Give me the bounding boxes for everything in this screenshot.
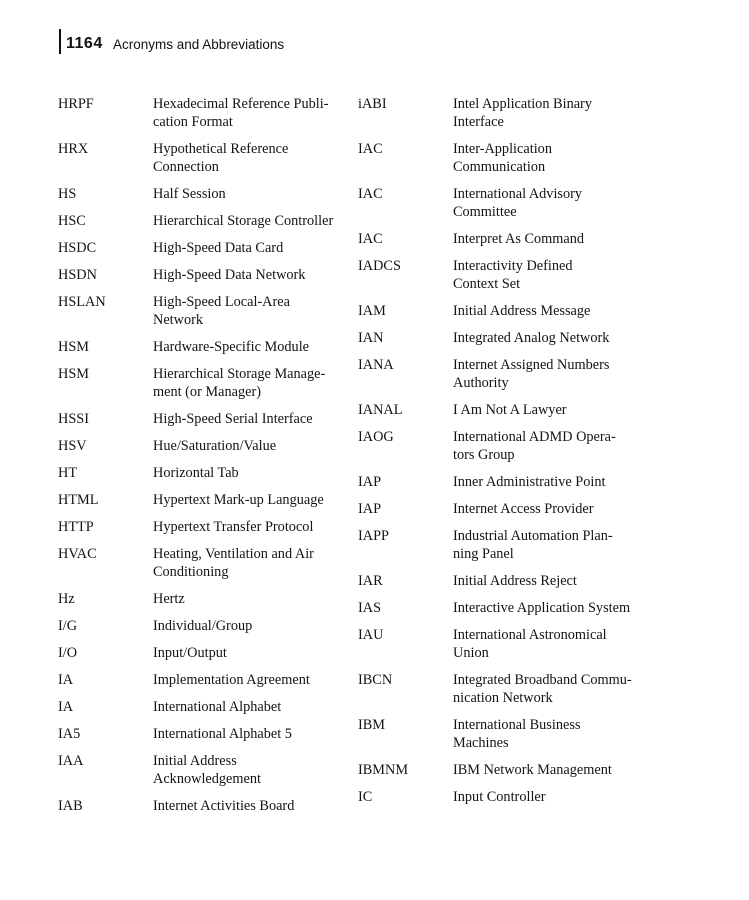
acronym-expansion: International Business Machines: [453, 717, 581, 751]
acronym-expansion: Hertz: [153, 591, 185, 607]
acronym-expansion: Hypothetical Reference Connection: [153, 141, 289, 175]
acronym: HSLAN: [58, 294, 106, 310]
acronym-expansion: Hardware-Specific Module: [153, 339, 310, 355]
running-title: Acronyms and Abbreviations: [113, 37, 285, 52]
acronym: IAP: [358, 501, 382, 517]
glossary-entry: [58, 437, 358, 455]
acronym-expansion: Industrial Automation Plan- ning Panel: [453, 528, 613, 562]
glossary-entry: [358, 527, 658, 563]
acronym: IA5: [58, 726, 81, 742]
acronym-expansion: Hypertext Transfer Protocol: [153, 519, 314, 535]
acronym: HRX: [58, 141, 89, 157]
acronym-expansion: IBM Network Management: [453, 762, 612, 778]
acronym-expansion: Initial Address Reject: [453, 573, 577, 589]
glossary-entry: [358, 329, 658, 347]
acronym: HRPF: [58, 96, 94, 112]
glossary-entry: [358, 95, 658, 131]
glossary-entry: [358, 572, 658, 590]
glossary-entry: [58, 491, 358, 509]
glossary-entry: [358, 302, 658, 320]
acronym-expansion: International Astronomical Union: [453, 627, 607, 661]
glossary-entry: [58, 644, 358, 662]
glossary-entry: [58, 365, 358, 401]
acronym: IBMNM: [358, 762, 409, 778]
acronym: HVAC: [58, 546, 97, 562]
acronym: iABI: [358, 96, 387, 112]
acronym: IAS: [358, 600, 382, 616]
acronym: IC: [358, 789, 373, 805]
acronym-expansion: International Advisory Committee: [453, 186, 583, 220]
acronym-expansion: Hierarchical Storage Manage- ment (or Manager): [153, 366, 326, 400]
acronym-expansion: High-Speed Serial Interface: [153, 411, 313, 427]
acronym: HSDC: [58, 240, 97, 256]
acronym-expansion: Internet Access Provider: [453, 501, 594, 517]
acronym-expansion: International Alphabet 5: [153, 726, 292, 742]
acronym-expansion: Inner Administrative Point: [453, 474, 606, 490]
acronym: I/O: [58, 645, 78, 661]
glossary-entry: [358, 428, 658, 464]
glossary-entry: [58, 518, 358, 536]
acronym-expansion: Internet Assigned Numbers Authority: [453, 357, 610, 391]
acronym-expansion: Horizontal Tab: [153, 465, 239, 481]
acronym-expansion: Hue/Saturation/Value: [153, 438, 277, 454]
acronym-expansion: Internet Activities Board: [153, 798, 295, 814]
acronym-expansion: Input Controller: [453, 789, 546, 805]
acronym: IANA: [358, 357, 394, 373]
glossary-entry: [58, 95, 358, 131]
acronym-expansion: Heating, Ventilation and Air Conditioning: [153, 546, 314, 580]
acronym-expansion: I Am Not A Lawyer: [453, 402, 567, 418]
glossary-entry: [58, 293, 358, 329]
acronym-expansion: Interpret As Command: [453, 231, 585, 247]
acronym: HS: [58, 186, 77, 202]
acronym: HSV: [58, 438, 87, 454]
acronym-expansion: Integrated Analog Network: [453, 330, 610, 346]
acronym: HSM: [58, 339, 89, 355]
acronym: IA: [58, 699, 74, 715]
acronym-expansion: High-Speed Local-Area Network: [153, 294, 290, 328]
glossary-entry: [58, 338, 358, 356]
acronym: HT: [58, 465, 78, 481]
glossary-entry: [358, 230, 658, 248]
acronym: HSDN: [58, 267, 97, 283]
acronym-expansion: Implementation Agreement: [153, 672, 310, 688]
acronym: HTML: [58, 492, 99, 508]
glossary-entry: [358, 716, 658, 752]
acronym-expansion: International ADMD Opera- tors Group: [453, 429, 616, 463]
acronym-expansion: Initial Address Message: [453, 303, 591, 319]
acronym-expansion: Interactive Application System: [453, 600, 631, 616]
glossary-entry: [358, 140, 658, 176]
glossary-entry: [58, 671, 358, 689]
glossary-entry: [58, 797, 358, 815]
glossary-entry: [58, 185, 358, 203]
glossary-entry: [358, 626, 658, 662]
acronym-expansion: Hexadecimal Reference Publi- cation Format: [153, 96, 329, 130]
acronym-expansion: Intel Application Binary Interface: [453, 96, 592, 130]
acronym: IADCS: [358, 258, 401, 274]
glossary-entry: [58, 617, 358, 635]
glossary-entry: [58, 464, 358, 482]
acronym: IAU: [358, 627, 384, 643]
acronym-expansion: Initial Address Acknowledgement: [153, 753, 261, 787]
acronym-expansion: Individual/Group: [153, 618, 253, 634]
acronym-expansion: Half Session: [153, 186, 226, 202]
acronym: HSM: [58, 366, 89, 382]
glossary-entry: [358, 257, 658, 293]
glossary-entry: [358, 671, 658, 707]
glossary-entry: [58, 266, 358, 284]
glossary-entry: [358, 761, 658, 779]
glossary-entry: [58, 752, 358, 788]
acronym: IAPP: [358, 528, 389, 544]
acronym-expansion: International Alphabet: [153, 699, 282, 715]
acronym: IAA: [58, 753, 84, 769]
glossary-entry: [58, 140, 358, 176]
acronym: IAR: [358, 573, 383, 589]
glossary-entry: [358, 788, 658, 806]
acronym-expansion: High-Speed Data Card: [153, 240, 284, 256]
right-glossary-column: [358, 95, 658, 815]
glossary-entry: [358, 185, 658, 221]
acronym-expansion: High-Speed Data Network: [153, 267, 306, 283]
left-glossary-column: [58, 95, 358, 824]
acronym: HSC: [58, 213, 86, 229]
acronym: IAN: [358, 330, 384, 346]
glossary-entry: [58, 410, 358, 428]
acronym-expansion: Interactivity Defined Context Set: [453, 258, 573, 292]
glossary-entry: [58, 545, 358, 581]
acronym: IBCN: [358, 672, 393, 688]
acronym: I/G: [58, 618, 78, 634]
acronym: IA: [58, 672, 74, 688]
acronym: IAC: [358, 186, 383, 202]
glossary-entry: [358, 500, 658, 518]
acronym: IBM: [358, 717, 386, 733]
acronym: IAC: [358, 231, 383, 247]
acronym-expansion: Inter-Application Communication: [453, 141, 552, 175]
acronym: IANAL: [358, 402, 403, 418]
glossary-entry: [58, 698, 358, 716]
glossary-entry: [58, 725, 358, 743]
glossary-entry: [358, 599, 658, 617]
glossary-entry: [358, 356, 658, 392]
glossary-entry: [58, 212, 358, 230]
acronym: IAP: [358, 474, 382, 490]
acronym: IAOG: [358, 429, 394, 445]
acronym: Hz: [58, 591, 75, 607]
acronym: IAC: [358, 141, 383, 157]
page-number: 1164: [66, 35, 103, 52]
acronym: HSSI: [58, 411, 89, 427]
glossary-entry: [58, 590, 358, 608]
acronym-expansion: Input/Output: [153, 645, 227, 661]
glossary-entry: [358, 473, 658, 491]
acronym-expansion: Hierarchical Storage Controller: [153, 213, 334, 229]
glossary-entry: [358, 401, 658, 419]
header-rule: [59, 29, 61, 54]
acronym-expansion: Integrated Broadband Commu- nication Network: [453, 672, 632, 706]
acronym: HTTP: [58, 519, 94, 535]
acronym: IAM: [358, 303, 386, 319]
acronym-expansion: Hypertext Mark-up Language: [153, 492, 324, 508]
acronym: IAB: [58, 798, 83, 814]
glossary-entry: [58, 239, 358, 257]
